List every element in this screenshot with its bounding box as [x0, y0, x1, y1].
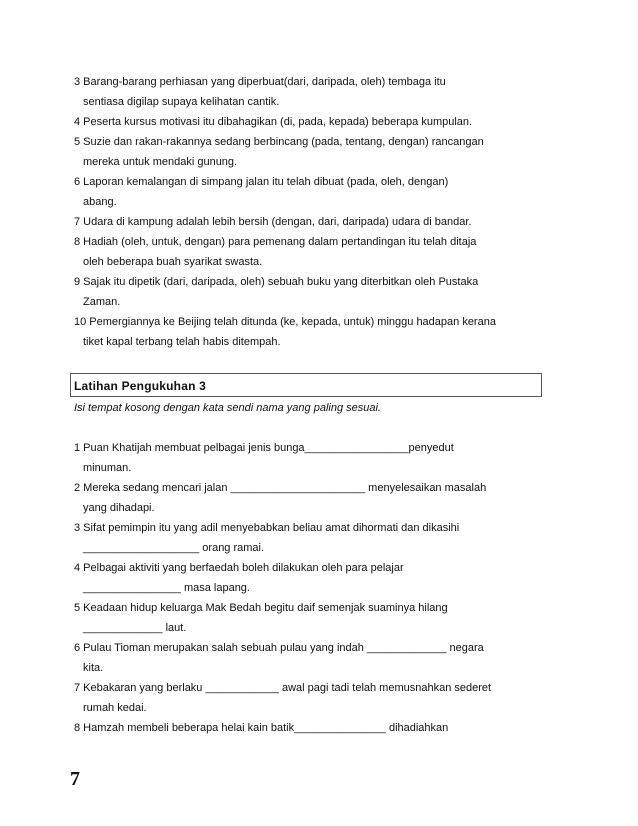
question-continuation: ___________________ orang ramai. [83, 542, 265, 554]
question-line: 8 Hamzah membeli beberapa helai kain batik_______________ dihadiahkan [74, 722, 449, 734]
question-line: 6 Laporan kemalangan di simpang jalan itu telah dibuat (pada, oleh, dengan) [74, 176, 449, 188]
question-9 [74, 272, 574, 312]
question-line: 7 Udara di kampung adalah lebih bersih (dengan, dari, daripada) udara di bandar. [74, 216, 472, 228]
question-continuation: minuman. [83, 462, 132, 474]
question-line: 10 Pemergiannya ke Beijing telah ditunda (ke, kepada, untuk) minggu hadapan kerana [74, 316, 496, 328]
question-line: 9 Sajak itu dipetik (dari, daripada, oleh) sebuah buku yang diterbitkan oleh Pustaka [74, 276, 479, 288]
fill-question-7 [74, 678, 574, 718]
fill-question-3 [74, 518, 574, 558]
question-6 [74, 172, 574, 212]
question-4 [74, 112, 574, 132]
question-continuation: sentiasa digilap supaya kelihatan cantik. [83, 96, 280, 108]
question-continuation: tiket kapal terbang telah habis ditempah. [83, 336, 281, 348]
question-continuation: yang dihadapi. [83, 502, 155, 514]
question-continuation: mereka untuk mendaki gunung. [83, 156, 238, 168]
exercise-b-list [74, 438, 574, 738]
question-continuation: abang. [83, 196, 117, 208]
question-7 [74, 212, 574, 232]
question-continuation: Zaman. [83, 296, 121, 308]
section-header-box [70, 373, 542, 397]
fill-question-2 [74, 478, 574, 518]
question-continuation: oleh beberapa buah syarikat swasta. [83, 256, 263, 268]
question-line: 5 Keadaan hidup keluarga Mak Bedah begitu daif semenjak suaminya hilang [74, 602, 448, 614]
question-line: 8 Hadiah (oleh, untuk, dengan) para pemenang dalam pertandingan itu telah ditaja [74, 236, 477, 248]
section-instruction: Isi tempat kosong dengan kata sendi nama yang paling sesuai. [74, 402, 381, 414]
fill-question-5 [74, 598, 574, 638]
question-8 [74, 232, 574, 272]
fill-question-4 [74, 558, 574, 598]
question-line: 6 Pulau Tioman merupakan salah sebuah pulau yang indah _____________ negara [74, 642, 484, 654]
question-line: 4 Pelbagai aktiviti yang berfaedah boleh dilakukan oleh para pelajar [74, 562, 404, 574]
fill-question-6 [74, 638, 574, 678]
question-continuation: kita. [83, 662, 104, 674]
question-line: 5 Suzie dan rakan-rakannya sedang berbincang (pada, tentang, dengan) rancangan [74, 136, 484, 148]
question-5 [74, 132, 574, 172]
question-10 [74, 312, 574, 352]
fill-question-1 [74, 438, 574, 478]
question-line: 1 Puan Khatijah membuat pelbagai jenis bunga_________________penyedut [74, 442, 454, 454]
page-number: 7 [70, 768, 80, 790]
question-continuation: ________________ masa lapang. [83, 582, 250, 594]
question-line: 2 Mereka sedang mencari jalan ______________________ menyelesaikan masalah [74, 482, 487, 494]
fill-question-8 [74, 718, 574, 738]
question-line: 7 Kebakaran yang berlaku ____________ awal pagi tadi telah memusnahkan sederet [74, 682, 492, 694]
question-line: 4 Peserta kursus motivasi itu dibahagikan (di, pada, kepada) beberapa kumpulan. [74, 116, 473, 128]
question-continuation: rumah kedai. [83, 702, 147, 714]
question-3 [74, 72, 574, 112]
question-continuation: _____________ laut. [83, 622, 187, 634]
section-title: Latihan Pengukuhan 3 [74, 379, 207, 393]
question-line: 3 Barang-barang perhiasan yang diperbuat(dari, daripada, oleh) tembaga itu [74, 76, 446, 88]
exercise-a-list [74, 72, 574, 352]
question-line: 3 Sifat pemimpin itu yang adil menyebabkan beliau amat dihormati dan dikasihi [74, 522, 460, 534]
